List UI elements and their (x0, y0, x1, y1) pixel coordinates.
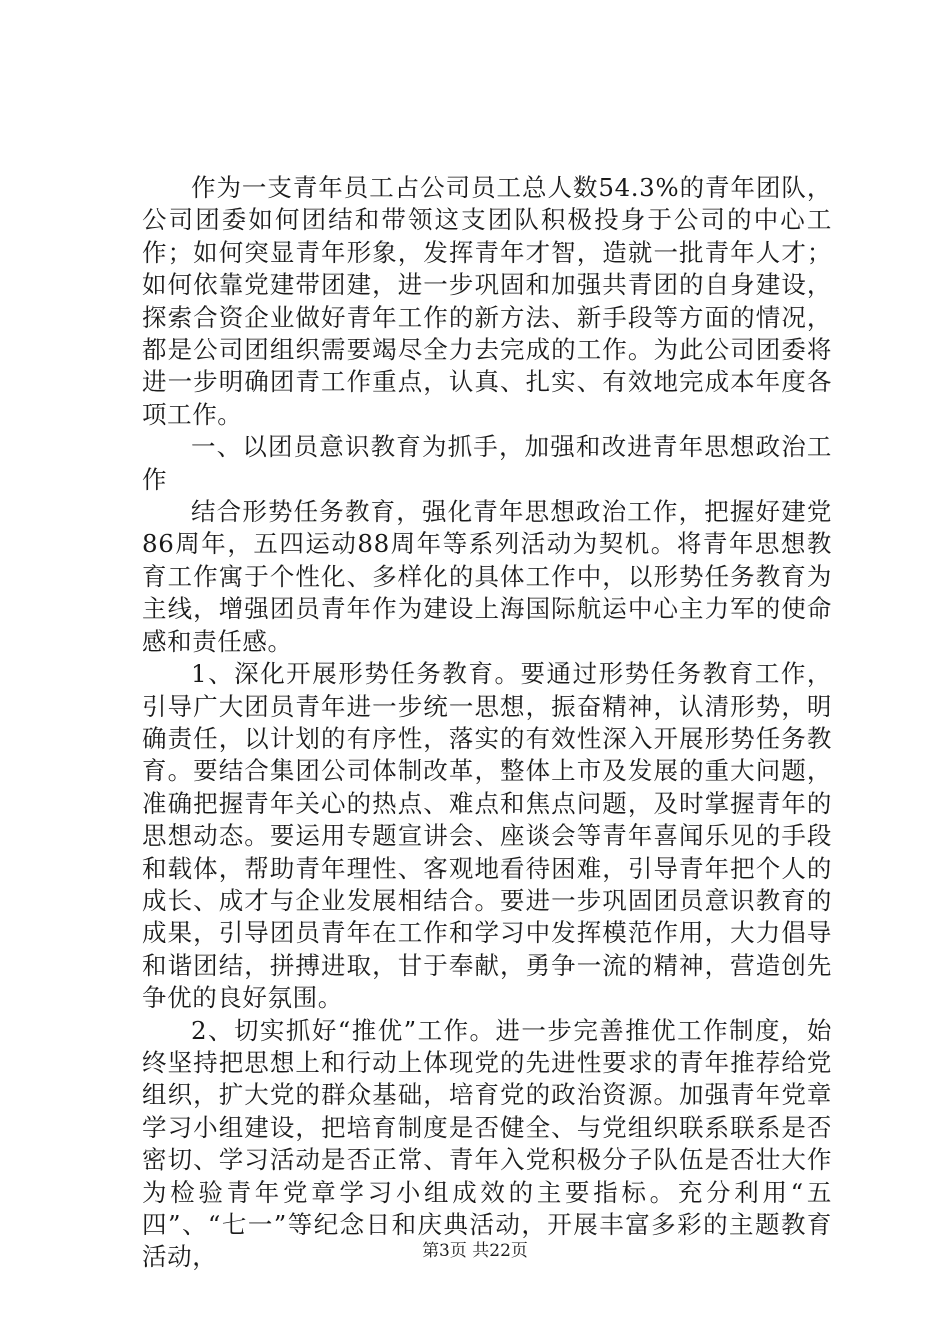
paragraph-item-1: 1、深化开展形势任务教育。要通过形势任务教育工作，引导广大团员青年进一步统一思想，振奋精神，认清形势，明确责任，以计划的有序性，落实的有效性深入开展形势任务教育。要结合集团公司体制改革，整体上市及发展的重大问题，准确把握青年关心的热点、难点和焦点问题，及时掌握青年的思想动态。要运用专题宣讲会、座谈会等青年喜闻乐见的手段和载体，帮助青年理性、客观地看待困难，引导青年把个人的成长、成才与企业发展相结合。要进一步巩固团员意识教育的成果，引导团员青年在工作和学习中发挥模范作用，大力倡导和谐团结，拼搏进取，甘于奉献，勇争一流的精神，营造创先争优的良好氛围。 (142, 659, 832, 1013)
section-heading-1: 一、以团员意识教育为抓手，加强和改进青年思想政治工作 (142, 432, 832, 494)
paragraph-section-1: 结合形势任务教育，强化青年思想政治工作，把握好建党86周年，五四运动88周年等系列活动为契机。将青年思想教育工作寓于个性化、多样化的具体工作中，以形势任务教育为主线，增强团员青年作为建设上海国际航运中心主力军的使命感和责任感。 (142, 497, 832, 656)
paragraph-item-2: 2、切实抓好“推优”工作。进一步完善推优工作制度，始终坚持把思想上和行动上体现党的先进性要求的青年推荐给党组织，扩大党的群众基础，培育党的政治资源。加强青年党章学习小组建设，把培育制度是否健全、与党组织联系联系是否密切、学习活动是否正常、青年入党积极分子队伍是否壮大作为检验青年党章学习小组成效的主要指标。充分利用“五四”、“七一”等纪念日和庆典活动，开展丰富多彩的主题教育活动， (142, 1015, 832, 1272)
document-body (142, 172, 832, 1274)
page-footer: 第3页 共22页 (422, 1241, 528, 1261)
paragraph-intro: 作为一支青年员工占公司员工总人数54.3%的青年团队，公司团委如何团结和带领这支团队积极投身于公司的中心工作；如何突显青年形象，发挥青年才智，造就一批青年人才；如何依靠党建带团建，进一步巩固和加强共青团的自身建设，探索合资企业做好青年工作的新方法、新手段等方面的情况，都是公司团组织需要竭尽全力去完成的工作。为此公司团委将进一步明确团青工作重点，认真、扎实、有效地完成本年度各项工作。 (142, 173, 832, 429)
